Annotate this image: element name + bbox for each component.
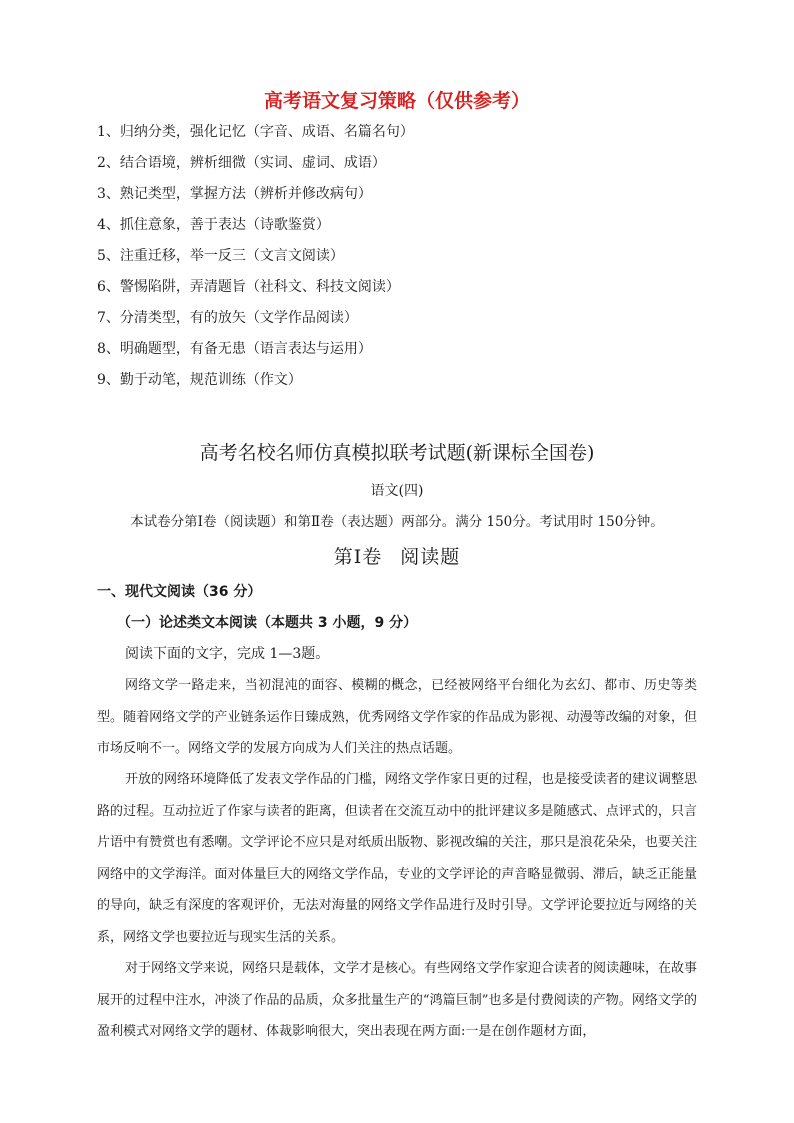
strategy-title: 高考语文复习策略（仅供参考） xyxy=(263,90,530,112)
passage-paragraph: 网络文学一路走来，当初混沌的面容、模糊的概念，已经被网络平台细化为玄幻、都市、历史等类型。随着网络文学的产业链条运作日臻成熟，优秀网络文学作家的作品成为影视、动漫等改编的对象，但市场反响不一。网络文学的发展方向成为人们关注的热点话题。 xyxy=(97,678,697,756)
strategy-item: 2、结合语境，辨析细微（实词、虚词、成语） xyxy=(97,155,386,171)
volume-name: 阅读题 xyxy=(400,546,461,568)
exam-title: 高考名校名师仿真模拟联考试题(新课标全国卷) xyxy=(199,442,595,464)
exam-subject: 语文(四) xyxy=(370,483,424,499)
subsection-heading: （一）论述类文本阅读（本题共 3 小题，9 分） xyxy=(117,615,418,631)
reading-instruction: 阅读下面的文字，完成 1—3题。 xyxy=(125,646,330,662)
strategy-item: 1、归纳分类，强化记忆（字音、成语、名篇名句） xyxy=(97,124,414,140)
strategy-item: 5、注重迁移，举一反三（文言文阅读） xyxy=(97,248,344,264)
exam-note: 本试卷分第Ⅰ卷（阅读题）和第Ⅱ卷（表达题）两部分。满分 150分。考试用时 150分钟。 xyxy=(130,514,664,530)
volume-label: 第Ⅰ卷 xyxy=(333,546,383,568)
passage-paragraph: 对于网络文学来说，网络只是载体，文学才是核心。有些网络文学作家迎合读者的阅读趣味，在故事展开的过程中注水，冲淡了作品的品质，众多批量生产的“鸿篇巨制”也多是付费阅读的产物。网络文学的盈利模式对网络文学的题材、体裁影响很大，突出表现在两方面:一是在创作题材方面， xyxy=(97,961,698,1039)
strategy-item: 3、熟记类型，掌握方法（辨析并修改病句） xyxy=(97,186,372,202)
strategy-item: 6、警惕陷阱，弄清题旨（社科文、科技文阅读） xyxy=(97,279,400,295)
passage-paragraph: 开放的网络环境降低了发表文学作品的门槛，网络文学作家日更的过程，也是接受读者的建议调整思路的过程。互动拉近了作家与读者的距离，但读者在交流互动中的批评建议多是随感式、点评式的，只言片语中有赞赏也有悉嘲。文学评论不应只是对纸质出版物、影视改编的关注，那只是浪花朵朵，也要关注网络中的文学海洋。面对体量巨大的网络文学作品，专业的文学评论的声音略显微弱、滞后，缺乏正能量的导向，缺乏有深度的客观评价，无法对海量的网络文学作品进行及时引导。文学评论要拉近与网络的关系，网络文学也要拉近与现实生活的关系。 xyxy=(97,772,698,945)
section-heading: 一、现代文阅读（36 分） xyxy=(97,584,262,600)
strategy-item: 7、分清类型，有的放矢（文学作品阅读） xyxy=(97,310,358,326)
strategy-item: 4、抓住意象，善于表达（诗歌鉴赏） xyxy=(97,217,330,233)
strategy-list xyxy=(97,122,717,401)
strategy-item: 9、勤于动笔，规范训练（作文） xyxy=(97,372,302,388)
strategy-item: 8、明确题型，有备无患（语言表达与运用） xyxy=(97,341,372,357)
volume-title xyxy=(0,542,794,569)
